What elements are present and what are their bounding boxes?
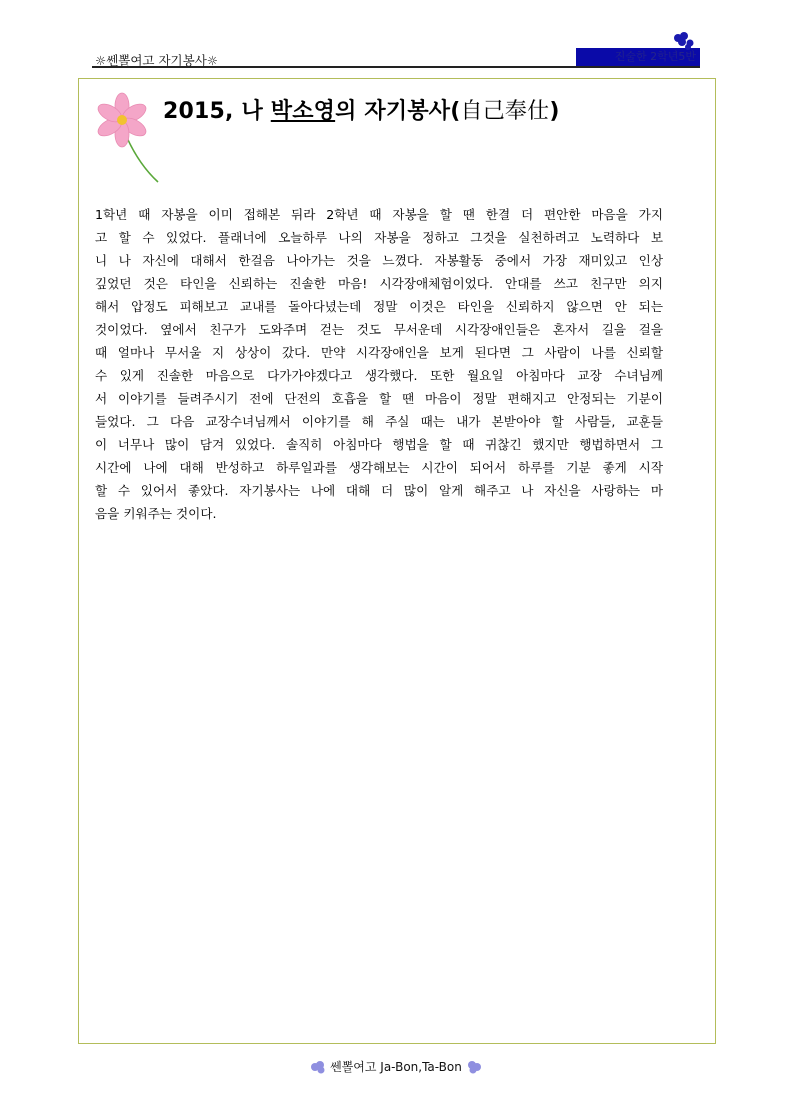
body-line: 깊었던 것은 타인을 신뢰하는 진솔한 마음! 시각장애체험이었다. 안대를 쓰고 친구만 의지 bbox=[95, 276, 663, 291]
footer bbox=[0, 1058, 792, 1077]
body-line: 니 나 자신에 대해서 한걸음 나아가는 것을 느꼈다. 자봉활동 중에서 가장 재미있고 인상 bbox=[95, 253, 663, 268]
body-line: 음을 키워주는 것이다. bbox=[95, 506, 217, 521]
body-line: 이 너무나 많이 담겨 있었다. 솔직히 아침마다 행법을 할 때 귀찮긴 했지만 행법하면서 그 bbox=[95, 437, 663, 452]
header-title: ☼쎈뽈여고 자기봉사☼ bbox=[95, 53, 218, 68]
body-line: 것이었다. 옆에서 친구가 도와주며 걷는 것도 무서운데 시각장애인들은 혼자서 길을 걸을 bbox=[95, 322, 663, 337]
clover-icon bbox=[670, 30, 696, 50]
body-line: 고 할 수 있었다. 플래너에 오늘하루 나의 자봉을 정하고 그것을 실천하려고 노력하다 보 bbox=[95, 230, 663, 245]
cosmos-flower-icon bbox=[90, 92, 162, 184]
essay-body bbox=[95, 203, 663, 525]
header-badge: 진술한 2학년5반 bbox=[576, 48, 700, 66]
body-line: 들었다. 그 다음 교장수녀님께서 이야기를 해 주실 때는 내가 본받아야 할 사람들, 교훈들 bbox=[95, 414, 663, 429]
body-line: 해서 압정도 피해보고 교내를 돌아다녔는데 정말 이것은 타인을 신뢰하지 않으면 안 되는 bbox=[95, 299, 663, 314]
body-line: 할 수 있어서 좋았다. 자기봉사는 나에 대해 더 많이 알게 해주고 나 자신을 사랑하는 마 bbox=[95, 483, 663, 498]
body-line: 서 이야기를 들려주시기 전에 단전의 호흡을 할 땐 마음이 정말 편해지고 안정되는 기분이 bbox=[95, 391, 663, 406]
body-line: 때 얼마나 무서울 지 상상이 갔다. 만약 시각장애인을 보게 된다면 그 사람이 나를 신뢰할 bbox=[95, 345, 663, 360]
header-rule bbox=[92, 66, 700, 68]
title-name: 박소영 bbox=[270, 99, 336, 124]
title-prefix: 2015, 나 bbox=[163, 99, 271, 124]
title-middle: 의 자기봉사( bbox=[335, 99, 461, 124]
page-title bbox=[163, 94, 560, 125]
body-line: 시간에 나에 대해 반성하고 하루일과를 생각해보는 시간이 되어서 하루를 기분 좋게 시작 bbox=[95, 460, 663, 475]
title-hanja: 自己奉仕 bbox=[460, 99, 550, 124]
clover-icon bbox=[466, 1060, 482, 1074]
clover-icon bbox=[310, 1060, 326, 1074]
body-line: 수 있게 진솔한 마음으로 다가가야겠다고 생각했다. 또한 월요일 아침마다 교장 수녀님께 bbox=[95, 368, 663, 383]
footer-text: 쎈뽈여고 Ja-Bon,Ta-Bon bbox=[330, 1060, 462, 1074]
title-suffix: ) bbox=[549, 99, 560, 124]
body-line: 1학년 때 자봉을 이미 접해본 뒤라 2학년 때 자봉을 할 땐 한결 더 편안한 마음을 가지 bbox=[95, 207, 663, 222]
